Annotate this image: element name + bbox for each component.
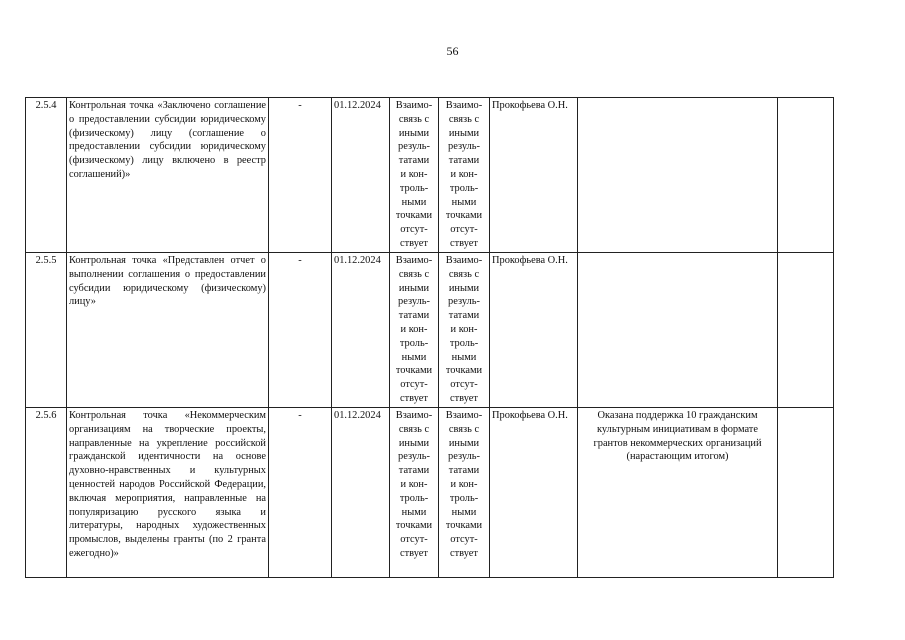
relation-line: точками (395, 210, 433, 222)
relation-line: иными (398, 127, 430, 139)
relation-line: иными (448, 127, 480, 139)
relation-line: связь с (398, 423, 430, 435)
row-description: Контрольная точка «Некоммерческим организациям на творческие проекты, направленные на укрепление российской гражданской идентичности на основе духовно-нравственных и культурных ценностей народов Российской Федерации, включая мероприятия, направленные на популяризацию русского языка и литературы, народных художественных промыслов, выделены гранты (по 2 гранта ежегодно)» (67, 408, 269, 578)
relation-line: точками (395, 520, 433, 532)
relation-line: резуль- (448, 296, 480, 308)
relation-line: ствует (400, 547, 428, 559)
relation-line: отсут- (450, 379, 478, 391)
relation-line: и кон- (450, 323, 478, 335)
relation-line: Взаимо- (445, 410, 483, 421)
relation-line: ствует (450, 237, 478, 249)
relation-line: ными (401, 506, 427, 518)
relation-line: резуль- (398, 141, 430, 153)
page-number: 56 (446, 44, 459, 58)
row-extra (778, 253, 834, 408)
relation-line: точками (395, 365, 433, 377)
relation-line: связь с (398, 268, 430, 280)
relation-line: троль- (449, 337, 479, 349)
row-relation-2 (439, 98, 490, 253)
table-row (26, 253, 834, 408)
row-description: Контрольная точка «Представлен отчет о выполнении соглашения о предоставлении субсидии юридическому (физическому) лицу» (67, 253, 269, 408)
relation-line: иными (398, 437, 430, 449)
row-end-date: 01.12.2024 (332, 98, 390, 253)
row-start: - (269, 98, 332, 253)
relation-line: и кон- (400, 323, 428, 335)
relation-line: отсут- (400, 224, 428, 236)
row-end-date: 01.12.2024 (332, 253, 390, 408)
row-responsible: Прокофьева О.Н. (490, 408, 578, 578)
relation-line: троль- (399, 492, 429, 504)
row-start: - (269, 253, 332, 408)
relation-line: и кон- (450, 478, 478, 490)
relation-line: ными (451, 196, 477, 208)
relation-line: ными (451, 351, 477, 363)
relation-line: троль- (399, 182, 429, 194)
row-description: Контрольная точка «Заключено соглашение о предоставлении субсидии юридическому (физическому) лицу (соглашение о предоставлении субсидии юридическому (физическому) лицу включено в реестр соглашений)» (67, 98, 269, 253)
relation-line: резуль- (448, 141, 480, 153)
row-result: Оказана поддержка 10 гражданским культурным инициативам в формате грантов некоммерческих организаций (нарастающим итогом) (578, 408, 778, 578)
relation-line: отсут- (450, 224, 478, 236)
row-end-date: 01.12.2024 (332, 408, 390, 578)
relation-line: резуль- (398, 296, 430, 308)
relation-line: Взаимо- (445, 255, 483, 266)
row-start: - (269, 408, 332, 578)
row-extra (778, 98, 834, 253)
row-number: 2.5.4 (26, 98, 67, 253)
relation-line: связь с (448, 113, 480, 125)
relation-line: татами (398, 465, 430, 477)
relation-line: и кон- (400, 168, 428, 180)
relation-line: отсут- (400, 534, 428, 546)
relation-line: ными (401, 351, 427, 363)
row-relation-1 (390, 408, 439, 578)
relation-line: троль- (449, 492, 479, 504)
relation-line: иными (448, 282, 480, 294)
relation-line: Взаимо- (395, 100, 433, 111)
row-responsible: Прокофьева О.Н. (490, 98, 578, 253)
relation-line: связь с (448, 423, 480, 435)
relation-line: ствует (400, 237, 428, 249)
relation-line: точками (445, 365, 483, 377)
relation-line: отсут- (400, 379, 428, 391)
relation-line: ными (451, 506, 477, 518)
relation-line: точками (445, 520, 483, 532)
relation-line: татами (398, 155, 430, 167)
row-extra (778, 408, 834, 578)
row-responsible: Прокофьева О.Н. (490, 253, 578, 408)
table-row (26, 408, 834, 578)
relation-line: ствует (450, 392, 478, 404)
relation-line: татами (448, 465, 480, 477)
control-points-table (25, 97, 834, 578)
row-relation-2 (439, 253, 490, 408)
relation-line: и кон- (400, 478, 428, 490)
relation-line: Взаимо- (445, 100, 483, 111)
row-relation-2 (439, 408, 490, 578)
relation-line: иными (448, 437, 480, 449)
row-result (578, 253, 778, 408)
relation-line: ствует (450, 547, 478, 559)
relation-line: связь с (398, 113, 430, 125)
relation-line: иными (398, 282, 430, 294)
row-relation-1 (390, 253, 439, 408)
relation-line: резуль- (448, 451, 480, 463)
row-relation-1 (390, 98, 439, 253)
row-result (578, 98, 778, 253)
relation-line: троль- (399, 337, 429, 349)
relation-line: татами (448, 310, 480, 322)
relation-line: отсут- (450, 534, 478, 546)
table-body (26, 98, 834, 578)
relation-line: троль- (449, 182, 479, 194)
relation-line: ными (401, 196, 427, 208)
relation-line: и кон- (450, 168, 478, 180)
row-number: 2.5.6 (26, 408, 67, 578)
table-row (26, 98, 834, 253)
relation-line: связь с (448, 268, 480, 280)
relation-line: Взаимо- (395, 255, 433, 266)
row-number: 2.5.5 (26, 253, 67, 408)
relation-line: ствует (400, 392, 428, 404)
relation-line: Взаимо- (395, 410, 433, 421)
relation-line: точками (445, 210, 483, 222)
relation-line: резуль- (398, 451, 430, 463)
relation-line: татами (448, 155, 480, 167)
relation-line: татами (398, 310, 430, 322)
